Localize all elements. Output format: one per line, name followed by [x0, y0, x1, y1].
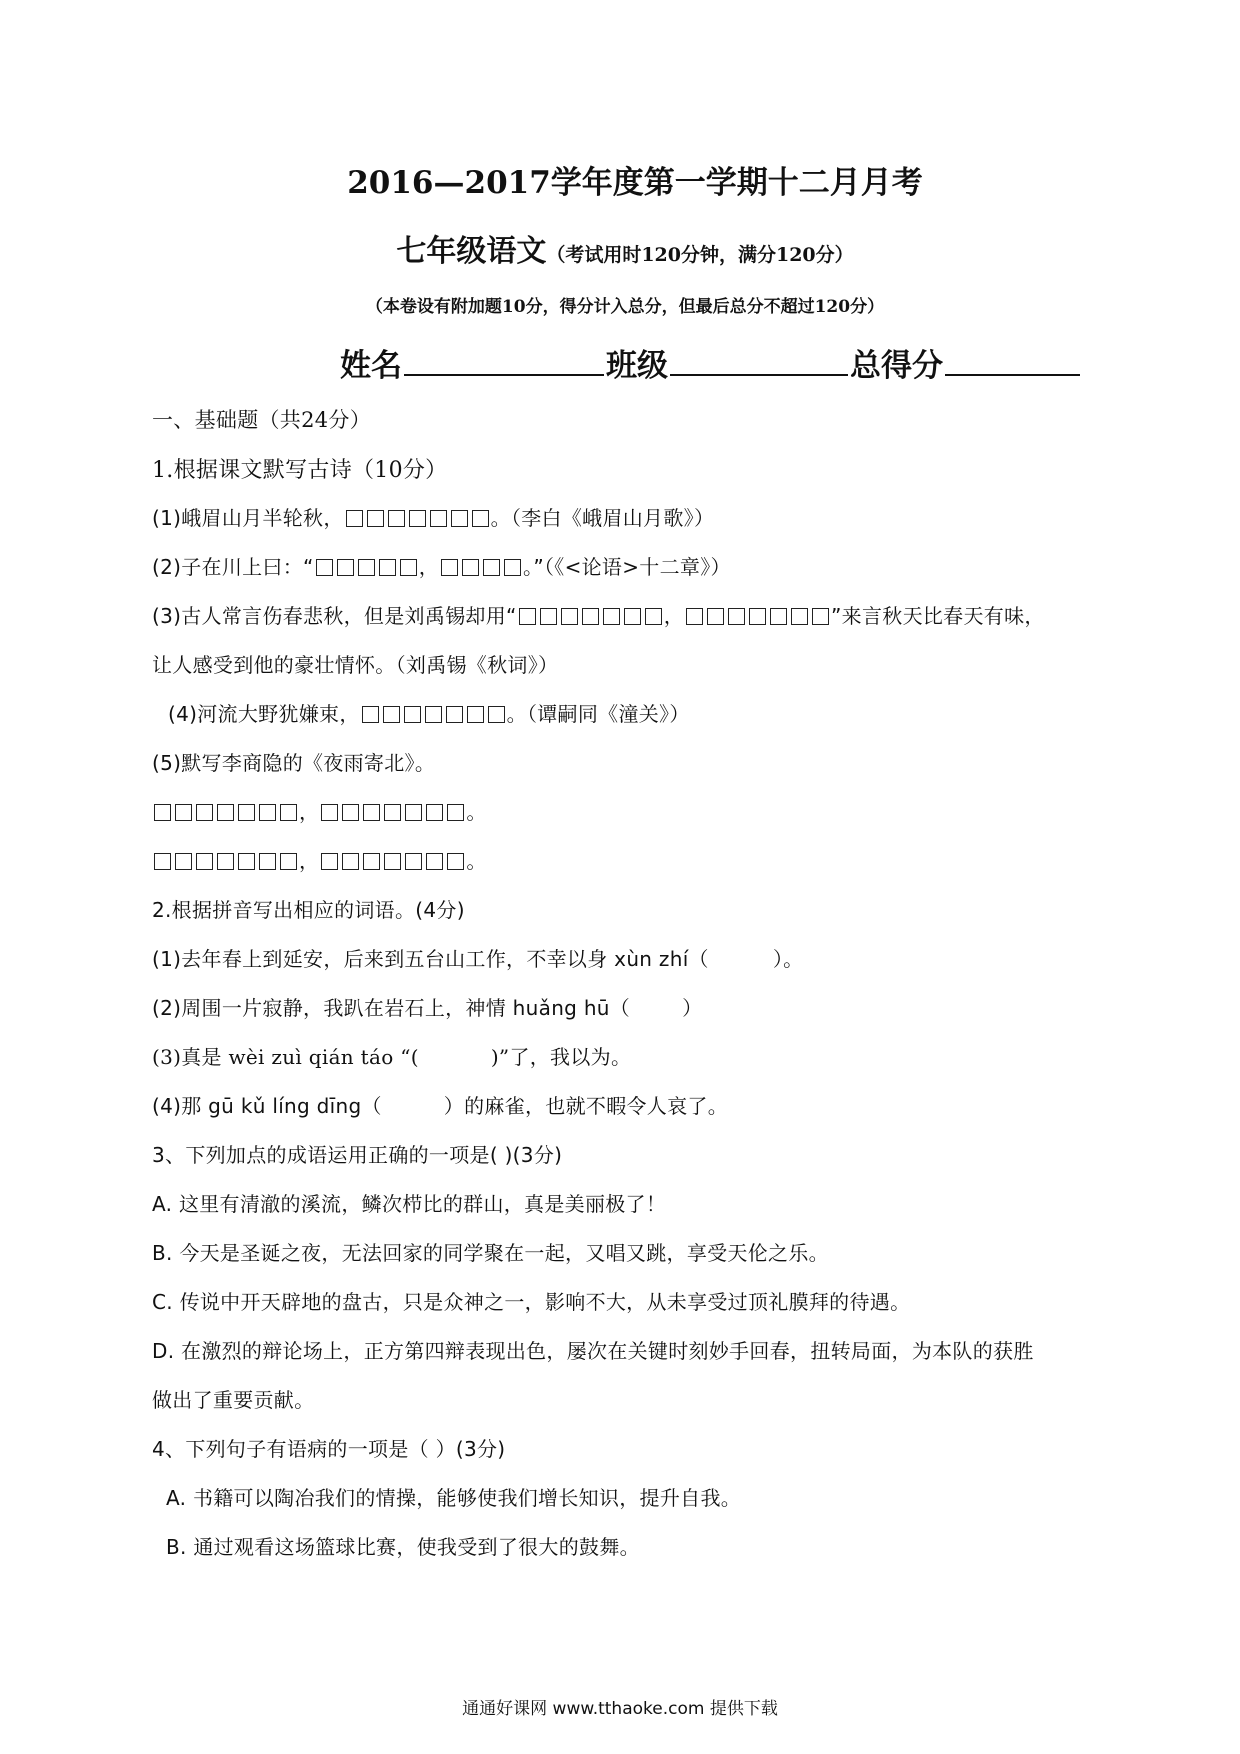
answer-box[interactable] — [645, 608, 662, 625]
answer-box[interactable] — [321, 853, 338, 870]
answer-box[interactable] — [749, 608, 766, 625]
answer-box[interactable] — [540, 608, 557, 625]
q1-part5-line1: ， 。 — [152, 796, 487, 825]
exam-subtitle — [0, 226, 1240, 270]
answer-box[interactable] — [812, 608, 829, 625]
class-label: 班级 — [606, 348, 668, 384]
name-label: 姓名 — [340, 348, 402, 384]
answer-box[interactable] — [472, 510, 489, 527]
q1-part5-line2: ， 。 — [152, 845, 487, 874]
answer-box[interactable] — [624, 608, 641, 625]
q2-stem: 2.根据拼音写出相应的词语。(4分) — [152, 898, 465, 922]
answer-box[interactable] — [342, 804, 359, 821]
answer-box[interactable] — [447, 804, 464, 821]
q3-option-c: C. 传说中开天辟地的盘古，只是众神之一，影响不大，从未享受过顶礼膜拜的待遇。 — [152, 1290, 911, 1314]
answer-box[interactable] — [707, 608, 724, 625]
answer-box[interactable] — [728, 608, 745, 625]
answer-box[interactable] — [280, 853, 297, 870]
q4-option-b: B. 通过观看这场篮球比赛，使我受到了很大的鼓舞。 — [166, 1535, 640, 1559]
answer-box[interactable] — [791, 608, 808, 625]
q3-option-d-cont: 做出了重要贡献。 — [152, 1388, 315, 1412]
answer-box[interactable] — [519, 608, 536, 625]
answer-box[interactable] — [154, 853, 171, 870]
answer-box[interactable] — [259, 853, 276, 870]
exam-duration-note: （考试用时120分钟，满分120分） — [546, 244, 854, 266]
answer-box[interactable] — [259, 804, 276, 821]
answer-box[interactable] — [154, 804, 171, 821]
answer-box[interactable] — [404, 706, 421, 723]
footer-credit: 通通好课网 www.tthaoke.com 提供下载 — [462, 1699, 778, 1719]
q2-part1: (1)去年春上到延安，后来到五台山工作，不幸以身 xùn zhí（ ）。 — [152, 947, 804, 971]
answer-box[interactable] — [280, 804, 297, 821]
answer-box[interactable] — [175, 853, 192, 870]
q1-part4: (4)河流大野犹嫌束， 。（谭嗣同《潼关》） — [168, 702, 690, 726]
answer-box[interactable] — [405, 853, 422, 870]
answer-box[interactable] — [346, 510, 363, 527]
answer-box[interactable] — [384, 853, 401, 870]
answer-box[interactable] — [467, 706, 484, 723]
answer-box[interactable] — [561, 608, 578, 625]
answer-box[interactable] — [451, 510, 468, 527]
answer-box[interactable] — [405, 804, 422, 821]
answer-box[interactable] — [367, 510, 384, 527]
answer-box[interactable] — [217, 804, 234, 821]
q1-part3-line2: 让人感受到他的豪壮情怀。（刘禹锡《秋词》） — [152, 653, 559, 677]
q1-part1: (1)峨眉山月半轮秋， 。（李白《峨眉山月歌》） — [152, 506, 715, 530]
answer-box[interactable] — [321, 804, 338, 821]
answer-box[interactable] — [384, 804, 401, 821]
q4-option-a: A. 书籍可以陶冶我们的情操，能够使我们增长知识，提升自我。 — [166, 1486, 742, 1510]
answer-box[interactable] — [238, 804, 255, 821]
answer-box[interactable] — [430, 510, 447, 527]
answer-box[interactable] — [582, 608, 599, 625]
answer-box[interactable] — [603, 608, 620, 625]
answer-box[interactable] — [488, 706, 505, 723]
answer-box[interactable] — [483, 559, 500, 576]
answer-box[interactable] — [363, 853, 380, 870]
answer-box[interactable] — [447, 853, 464, 870]
q1-part5-stem: (5)默写李商隐的《夜雨寄北》。 — [152, 751, 436, 775]
answer-box[interactable] — [362, 706, 379, 723]
answer-box[interactable] — [379, 559, 396, 576]
q2-part3: (3)真是 wèi zuì qián táo “( )”了，我以为。 — [152, 1045, 632, 1069]
answer-box[interactable] — [425, 706, 442, 723]
answer-box[interactable] — [342, 853, 359, 870]
answer-box[interactable] — [462, 559, 479, 576]
answer-box[interactable] — [504, 559, 521, 576]
answer-box[interactable] — [686, 608, 703, 625]
answer-box[interactable] — [400, 559, 417, 576]
answer-box[interactable] — [316, 559, 333, 576]
answer-box[interactable] — [337, 559, 354, 576]
answer-box[interactable] — [446, 706, 463, 723]
answer-box[interactable] — [358, 559, 375, 576]
answer-box[interactable] — [441, 559, 458, 576]
q1-stem: 1.根据课文默写古诗（10分） — [152, 458, 448, 483]
answer-box[interactable] — [426, 853, 443, 870]
name-blank[interactable] — [404, 344, 604, 376]
q2-part4: (4)那 gū kǔ líng dīng（ ）的麻雀，也就不暇令人哀了。 — [152, 1094, 728, 1118]
score-label: 总得分 — [850, 348, 943, 384]
q3-option-d: D. 在激烈的辩论场上，正方第四辩表现出色，屡次在关键时刻妙手回春，扭转局面，为本队的获胜 — [152, 1339, 1034, 1363]
q3-stem: 3、下列加点的成语运用正确的一项是( )(3分) — [152, 1143, 563, 1167]
answer-box[interactable] — [217, 853, 234, 870]
answer-box[interactable] — [383, 706, 400, 723]
bonus-note: （本卷设有附加题10分，得分计入总分，但最后总分不超过120分） — [365, 297, 885, 317]
q2-part2: (2)周围一片寂静，我趴在岩石上，神情 huǎng hū（ ） — [152, 996, 703, 1020]
answer-box[interactable] — [175, 804, 192, 821]
q4-stem: 4、下列句子有语病的一项是（ ）(3分) — [152, 1437, 506, 1461]
answer-box[interactable] — [426, 804, 443, 821]
answer-box[interactable] — [196, 853, 213, 870]
answer-box[interactable] — [409, 510, 426, 527]
q1-part2: (2)子在川上曰：“ ， 。”（《<论语>十二章》） — [152, 555, 731, 579]
subject-label: 七年级语文 — [396, 234, 547, 269]
exam-title: 2016—2017学年度第一学期十二月月考 — [347, 165, 923, 201]
q3-option-b: B. 今天是圣诞之夜，无法回家的同学聚在一起，又唱又跳，享受天伦之乐。 — [152, 1241, 829, 1265]
answer-box[interactable] — [388, 510, 405, 527]
q3-option-a: A. 这里有清澈的溪流，鳞次栉比的群山，真是美丽极了！ — [152, 1192, 667, 1216]
section-heading: 一、基础题（共24分） — [152, 408, 372, 432]
student-info-row — [340, 340, 1082, 385]
answer-box[interactable] — [363, 804, 380, 821]
class-blank[interactable] — [670, 344, 848, 376]
answer-box[interactable] — [196, 804, 213, 821]
q1-part3: (3)古人常言伤春悲秋，但是刘禹锡却用“ ， ”来言秋天比春天有味， — [152, 604, 1045, 628]
answer-box[interactable] — [238, 853, 255, 870]
score-blank[interactable] — [945, 344, 1080, 376]
answer-box[interactable] — [770, 608, 787, 625]
